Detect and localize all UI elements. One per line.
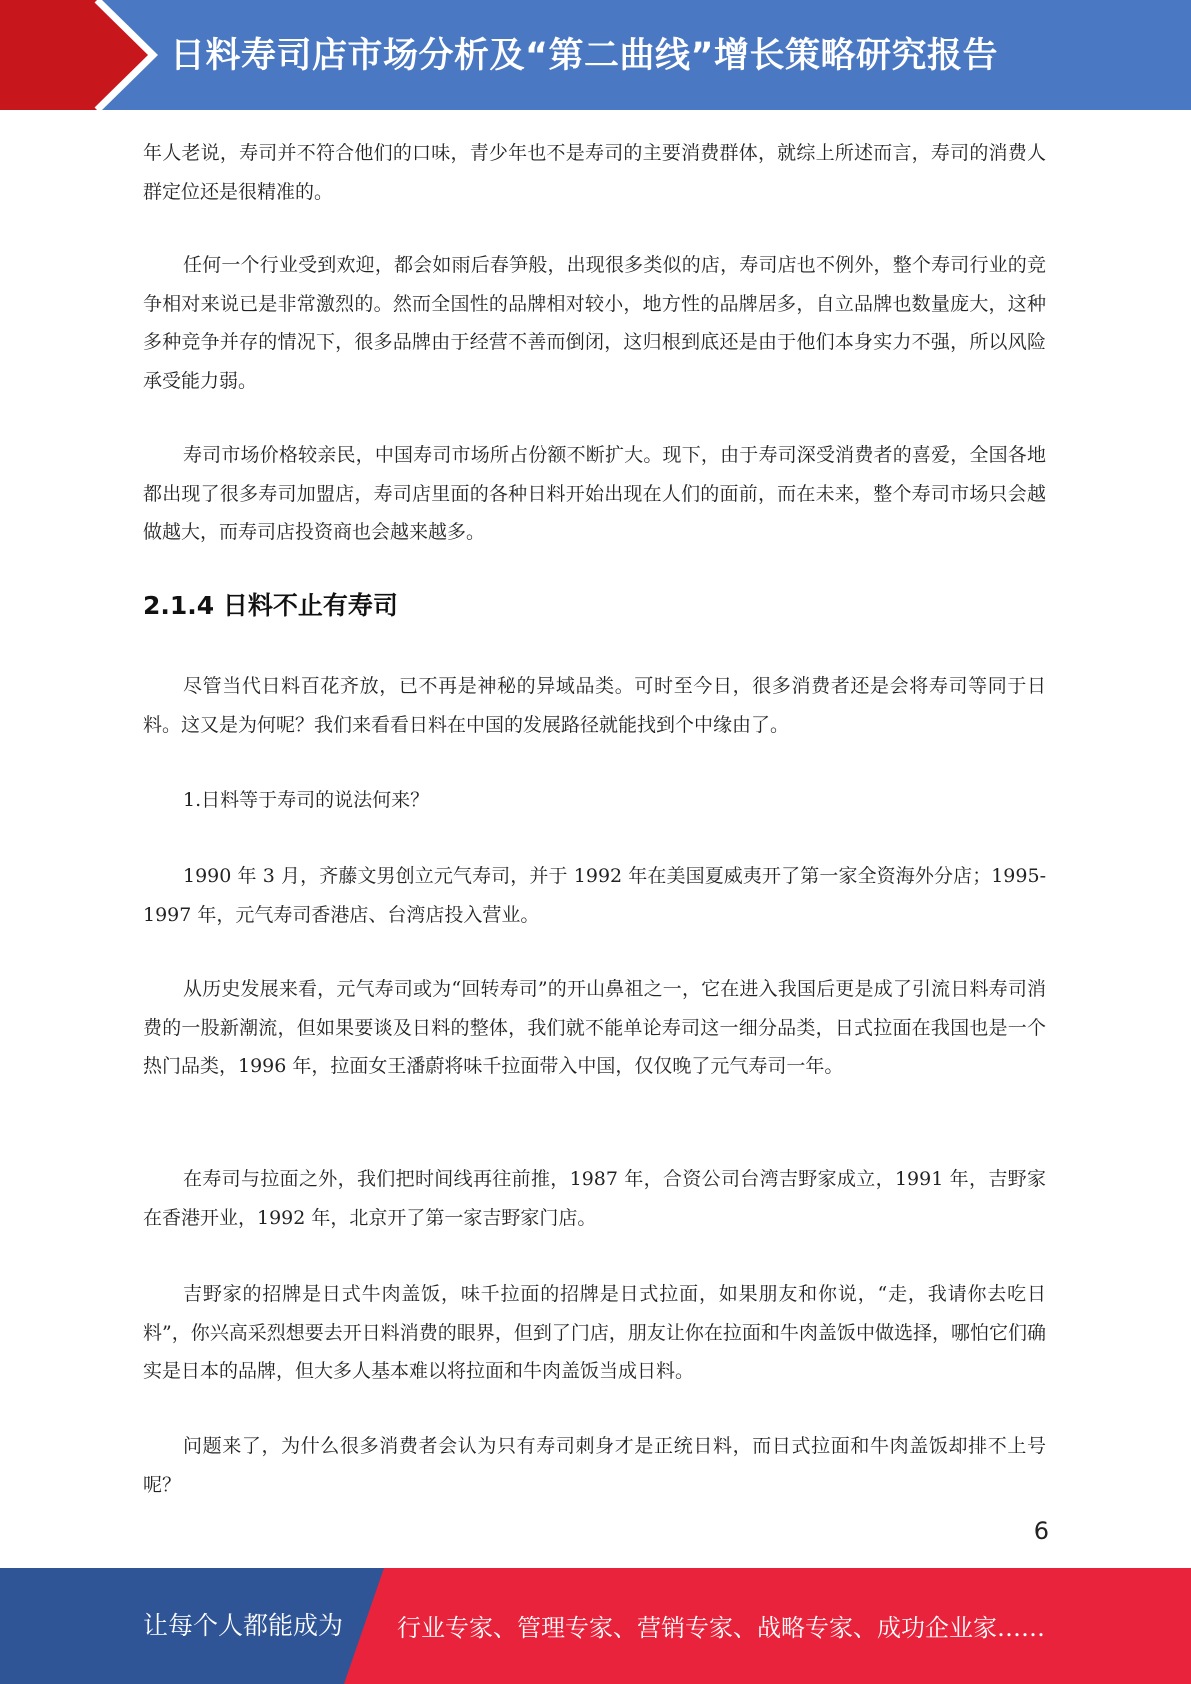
paragraph-intro: 尽管当代日料百花齐放，已不再是神秘的异域品类。可时至今日，很多消费者还是会将寿司等同于日料。这又是为何呢？我们来看看日料在中国的发展路径就能找到个中缘由了。	[143, 675, 1046, 736]
footer-banner	[0, 1568, 1191, 1684]
report-title: 日料寿司店市场分析及“第二曲线”增长策略研究报告	[170, 36, 999, 76]
footer-slogan-left: 让每个人都能成为	[143, 1611, 344, 1640]
header-banner	[0, 0, 1191, 110]
paragraph-signature-dishes: 吉野家的招牌是日式牛肉盖饭，味千拉面的招牌是日式拉面，如果朋友和你说，“走，我请你去吃日料”，你兴高采烈想要去开日料消费的眼界，但到了门店，朋友让你在拉面和牛肉盖饭中做选择，哪怕它们确实是日本的品牌，但大多人基本难以将拉面和牛肉盖饭当成日料。	[143, 1283, 1046, 1382]
paragraph-competition: 任何一个行业受到欢迎，都会如雨后春笋般，出现很多类似的店，寿司店也不例外，整个寿司行业的竞争相对来说已是非常激烈的。然而全国性的品牌相对较小，地方性的品牌居多，自立品牌也数量庞大，这种多种竞争并存的情况下，很多品牌由于经营不善而倒闭，这归根到底还是由于他们本身实力不强，所以风险承受能力弱。	[143, 254, 1046, 392]
paragraph-yoshinoya: 在寿司与拉面之外，我们把时间线再往前推，1987 年，合资公司台湾吉野家成立，1991 年，吉野家在香港开业，1992 年，北京开了第一家吉野家门店。	[143, 1168, 1046, 1229]
paragraph-consumer-positioning: 年人老说，寿司并不符合他们的口味，青少年也不是寿司的主要消费群体，就综上所述而言，寿司的消费人群定位还是很精准的。	[143, 142, 1046, 203]
paragraph-market-growth: 寿司市场价格较亲民，中国寿司市场所占份额不断扩大。现下，由于寿司深受消费者的喜爱，全国各地都出现了很多寿司加盟店，寿司店里面的各种日料开始出现在人们的面前，而在未来，整个寿司市场只会越做越大，而寿司店投资商也会越来越多。	[143, 444, 1046, 543]
footer-slogan-right: 行业专家、管理专家、营销专家、战略专家、成功企业家……	[397, 1614, 1045, 1642]
page-number: 6	[1033, 1517, 1049, 1545]
paragraph-question: 问题来了，为什么很多消费者会认为只有寿司刺身才是正统日料，而日式拉面和牛肉盖饭却排不上号呢？	[143, 1435, 1046, 1496]
paragraph-genki-sushi: 1990 年 3 月，齐藤文男创立元气寿司，并于 1992 年在美国夏威夷开了第一家全资海外分店；1995-1997 年，元气寿司香港店、台湾店投入营业。	[143, 865, 1046, 926]
paragraph-history: 从历史发展来看，元气寿司或为“回转寿司”的开山鼻祖之一，它在进入我国后更是成了引流日料寿司消费的一股新潮流，但如果要谈及日料的整体，我们就不能单论寿司这一细分品类，日式拉面在我国也是一个热门品类，1996 年，拉面女王潘蔚将味千拉面带入中国，仅仅晚了元气寿司一年。	[143, 978, 1046, 1077]
section-heading: 2.1.4 日料不止有寿司	[143, 591, 398, 620]
paragraph-question-title: 1.日料等于寿司的说法何来？	[183, 789, 430, 811]
